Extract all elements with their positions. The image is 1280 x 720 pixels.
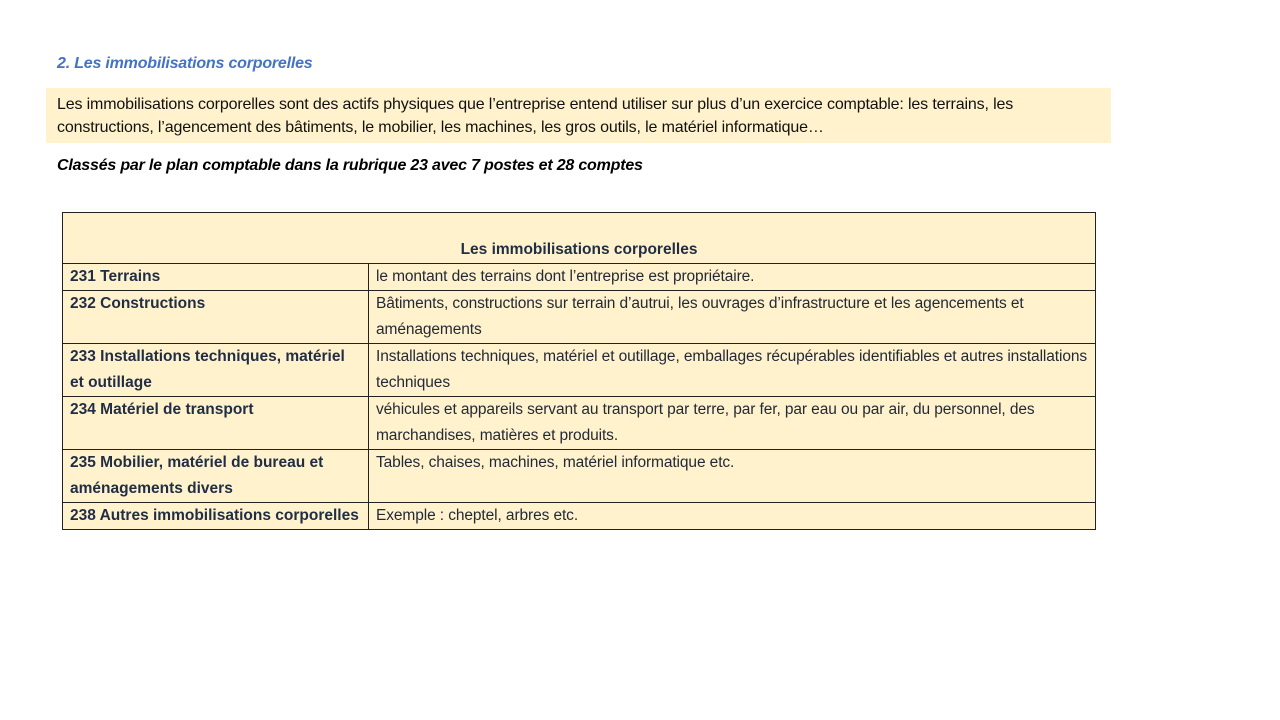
table-row bbox=[63, 264, 1096, 291]
account-description: Installations techniques, matériel et outillage, emballages récupérables identifiables et autres installations techniques bbox=[369, 344, 1096, 397]
table-row bbox=[63, 503, 1096, 530]
account-name: 238 Autres immobilisations corporelles bbox=[63, 503, 369, 530]
account-description: Bâtiments, constructions sur terrain d’autrui, les ouvrages d’infrastructure et les agencements et aménagements bbox=[369, 291, 1096, 344]
table-header: Les immobilisations corporelles bbox=[63, 213, 1096, 264]
accounts-table bbox=[62, 212, 1096, 530]
table-row bbox=[63, 291, 1096, 344]
account-description: véhicules et appareils servant au transport par terre, par fer, par eau ou par air, du personnel, des marchandises, matières et produits. bbox=[369, 397, 1096, 450]
table-row bbox=[63, 450, 1096, 503]
account-name: 233 Installations techniques, matériel et outillage bbox=[63, 344, 369, 397]
table-row bbox=[63, 344, 1096, 397]
intro-paragraph: Les immobilisations corporelles sont des actifs physiques que l’entreprise entend utiliser sur plus d’un exercice comptable: les terrains, les constructions, l’agencement des bâtiments, le mobilier, les machines, les gros outils, le matériel informatique… bbox=[46, 88, 1111, 143]
classification-subtitle: Classés par le plan comptable dans la rubrique 23 avec 7 postes et 28 comptes bbox=[57, 157, 643, 174]
account-name: 232 Constructions bbox=[63, 291, 369, 344]
account-name: 235 Mobilier, matériel de bureau et aménagements divers bbox=[63, 450, 369, 503]
account-description: Exemple : cheptel, arbres etc. bbox=[369, 503, 1096, 530]
account-name: 231 Terrains bbox=[63, 264, 369, 291]
account-description: le montant des terrains dont l’entreprise est propriétaire. bbox=[369, 264, 1096, 291]
table-row bbox=[63, 397, 1096, 450]
account-name: 234 Matériel de transport bbox=[63, 397, 369, 450]
table-header-row bbox=[63, 213, 1096, 264]
account-description: Tables, chaises, machines, matériel informatique etc. bbox=[369, 450, 1096, 503]
section-title: 2. Les immobilisations corporelles bbox=[57, 55, 313, 72]
